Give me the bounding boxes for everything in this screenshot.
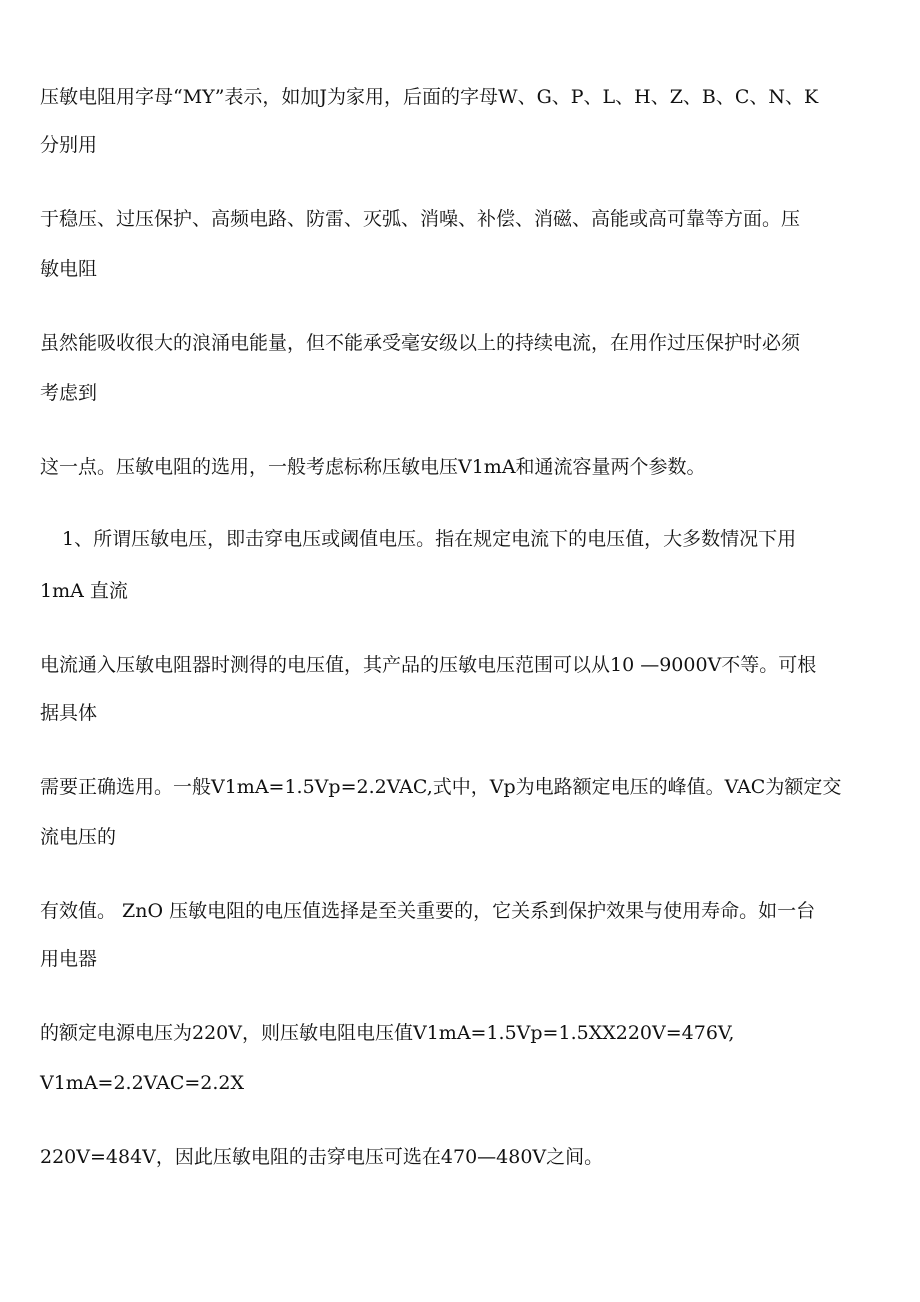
paragraph-9-line-2: V1mA=2.2VAC=2.2X — [40, 1072, 245, 1094]
paragraph-5-line-1: 1、所谓压敏电压，即击穿电压或阈值电压。指在规定电流下的电压值，大多数情况下用 — [62, 528, 797, 550]
paragraph-7-line-1: 需要正确选用。一般V1mA=1.5Vp=2.2VAC,式中，Vp为电路额定电压的峰值。VAC为额定交 — [40, 776, 842, 798]
paragraph-2-line-2: 敏电阻 — [40, 258, 98, 280]
paragraph-6-line-1: 电流通入压敏电阻器时测得的电压值，其产品的压敏电压范围可以从10 —9000V不等。可根 — [40, 654, 817, 676]
paragraph-10-line-1: 220V=484V，因此压敏电阻的击穿电压可选在470—480V之间。 — [40, 1146, 604, 1168]
paragraph-1-line-2: 分别用 — [40, 134, 98, 156]
paragraph-2-line-1: 于稳压、过压保护、高频电路、防雷、灭弧、消噪、补偿、消磁、高能或高可靠等方面。压 — [40, 208, 801, 230]
paragraph-4-line-1: 这一点。压敏电阻的选用，一般考虑标称压敏电压V1mA和通流容量两个参数。 — [40, 456, 706, 478]
paragraph-9-line-1: 的额定电源电压为220V，则压敏电阻电压值V1mA=1.5Vp=1.5XX220V=476V, — [40, 1022, 735, 1044]
paragraph-8-line-1: 有效值。 ZnO 压敏电阻的电压值选择是至关重要的，它关系到保护效果与使用寿命。如一台 — [40, 900, 816, 922]
paragraph-1-line-1: 压敏电阻用字母“MY”表示，如加J为家用，后面的字母W、G、P、L、H、Z、B、C、N、K — [40, 86, 819, 108]
paragraph-6-line-2: 据具体 — [40, 702, 98, 724]
paragraph-8-line-2: 用电器 — [40, 948, 98, 970]
paragraph-3-line-1: 虽然能吸收很大的浪涌电能量，但不能承受毫安级以上的持续电流，在用作过压保护时必须 — [40, 332, 801, 354]
paragraph-5-line-2: 1mA 直流 — [40, 580, 128, 602]
paragraph-3-line-2: 考虑到 — [40, 382, 98, 404]
paragraph-7-line-2: 流电压的 — [40, 826, 117, 848]
